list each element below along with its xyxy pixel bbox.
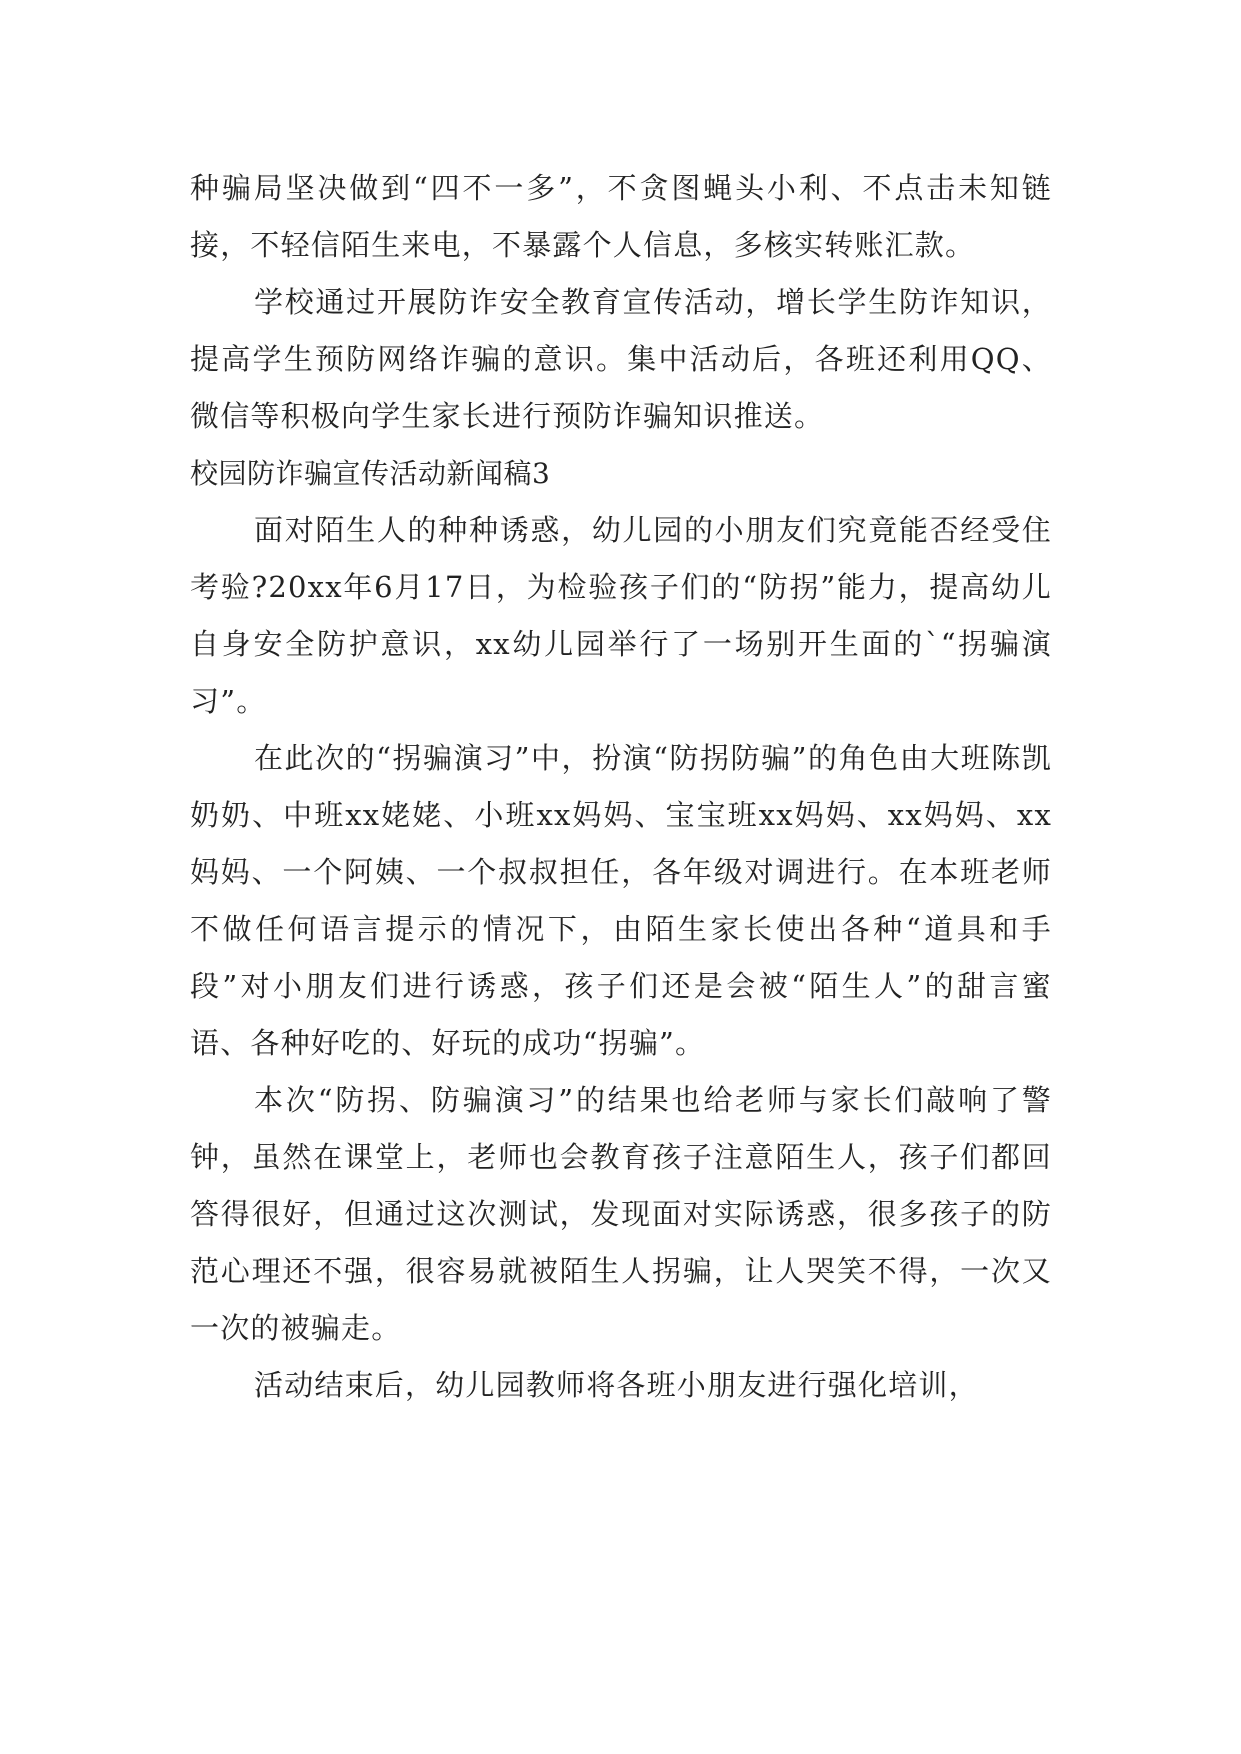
paragraph-continuation: 种骗局坚决做到“四不一多”，不贪图蝇头小利、不点击未知链接，不轻信陌生来电，不暴露个人信息，多核实转账汇款。 (190, 171, 1052, 262)
paragraph-kindergarten-intro: 面对陌生人的种种诱惑，幼儿园的小朋友们究竟能否经受住考验?20xx年6月17日，为检验孩子们的“防拐”能力，提高幼儿自身安全防护意识，xx幼儿园举行了一场别开生面的`“拐骗演习”。 (190, 513, 1052, 718)
paragraph-drill-roles: 在此次的“拐骗演习”中，扮演“防拐防骗”的角色由大班陈凯奶奶、中班xx姥姥、小班xx妈妈、宝宝班xx妈妈、xx妈妈、xx妈妈、一个阿姨、一个叔叔担任，各年级对调进行。在本班老师不做任何语言提示的情况下，由陌生家长使出各种“道具和手段”对小朋友们进行诱惑，孩子们还是会被“陌生人”的甜言蜜语、各种好吃的、好玩的成功“拐骗”。 (190, 741, 1052, 1060)
paragraph-drill-result: 本次“防拐、防骗演习”的结果也给老师与家长们敲响了警钟，虽然在课堂上，老师也会教育孩子注意陌生人，孩子们都回答得很好，但通过这次测试，发现面对实际诱惑，很多孩子的防范心理还不强，很容易就被陌生人拐骗，让人哭笑不得，一次又一次的被骗走。 (190, 1083, 1052, 1345)
paragraph-after-activity: 活动结束后，幼儿园教师将各班小朋友进行强化培训， (254, 1368, 979, 1402)
document-body (190, 160, 1052, 1414)
section-heading: 校园防诈骗宣传活动新闻稿3 (190, 457, 551, 490)
paragraph-school-activity: 学校通过开展防诈安全教育宣传活动，增长学生防诈知识，提高学生预防网络诈骗的意识。集中活动后，各班还利用QQ、微信等积极向学生家长进行预防诈骗知识推送。 (190, 285, 1052, 433)
